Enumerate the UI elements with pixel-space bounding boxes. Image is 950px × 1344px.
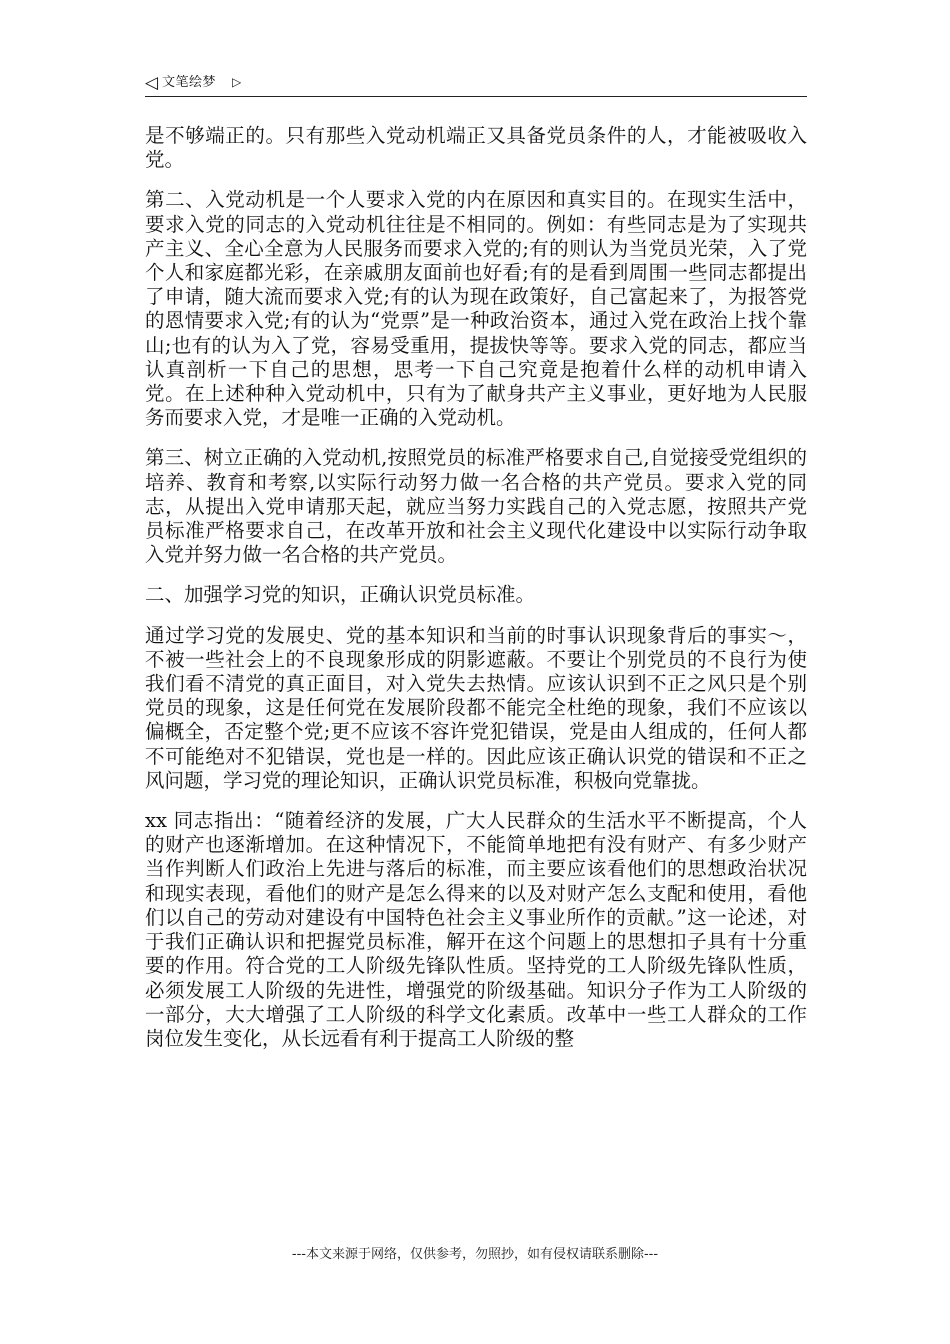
paragraph-motivation-third: 第三、树立正确的入党动机,按照党员的标准严格要求自己,自觉接受党组织的培养、教育和考察,以实际行动努力做一名合格的共产党员。要求入党的同志，从提出入党申请那天起，就应当努力实践自己的入党志愿，按照共产党员标准严格要求自己，在改革开放和社会主义现代化建设中以实际行动争取入党并努力做一名合格的共产党员。 [145, 446, 807, 567]
paragraph-continuation: 是不够端正的。只有那些入党动机端正又具备党员条件的人，才能被吸收入党。 [145, 124, 807, 172]
triangle-right-icon: ▷ [232, 75, 242, 89]
header-title: 文笔绘梦 [162, 75, 217, 90]
paragraph-quote: xx 同志指出：“随着经济的发展，广大人民群众的生活水平不断提高，个人的财产也逐渐增加。在这种情况下，不能简单地把有没有财产、有多少财产当作判断人们政治上先进与落后的标准，而主要应该看他们的思想政治状况和现实表现，看他们的财产是怎么得来的以及对财产怎么支配和使用，看他们以自己的劳动对建设有中国特色社会主义事业所作的贡献。”这一论述，对于我们正确认识和把握党员标准，解开在这个问题上的思想扣子具有十分重要的作用。符合党的工人阶级先锋队性质。坚持党的工人阶级先锋队性质，必须发展工人阶级的先进性，增强党的阶级基础。知识分子作为工人阶级的一部分，大大增强了工人阶级的科学文化素质。改革中一些工人群众的工作岗位发生变化，从长远看有利于提高工人阶级的整 [145, 809, 807, 1050]
footer-disclaimer: ---本文来源于网络，仅供参考，勿照抄，如有侵权请联系删除--- [291, 1247, 659, 1262]
document-body [145, 124, 807, 1051]
section-heading-two: 二、加强学习党的知识，正确认识党员标准。 [145, 583, 536, 607]
triangle-left-icon: ◁ [145, 73, 159, 93]
page-header [145, 72, 807, 97]
paragraph-learning: 通过学习党的发展史、党的基本知识和当前的时事认识现象背后的事实～，不被一些社会上的不良现象形成的阴影遮蔽。不要让个别党员的不良行为使我们看不清党的真正面目，对入党失去热情。应该认识到不正之风只是个别党员的现象，这是任何党在发展阶段都不能完全杜绝的现象，我们不应该以偏概全，否定整个党;更不应该不容许党犯错误，党是由人组成的，任何人都不可能绝对不犯错误，党也是一样的。因此应该正确认识党的错误和不正之风问题，学习党的理论知识，正确认识党员标准，积极向党靠拢。 [145, 623, 807, 792]
paragraph-motivation-second: 第二、入党动机是一个人要求入党的内在原因和真实目的。在现实生活中，要求入党的同志的入党动机往往是不相同的。例如：有些同志是为了实现共产主义、全心全意为人民服务而要求入党的;有的则认为当党员光荣，入了党个人和家庭都光彩，在亲戚朋友面前也好看;有的是看到周围一些同志都提出了申请，随大流而要求入党;有的认为现在政策好，自己富起来了，为报答党的恩情要求入党;有的认为“党票”是一种政治资本，通过入党在政治上找个靠山;也有的认为入了党，容易受重用，提拔快等等。要求入党的同志，都应当认真剖析一下自己的思想，思考一下自己究竟是抱着什么样的动机申请入党。在上述种种入党动机中，只有为了献身共产主义事业，更好地为人民服务而要求入党，才是唯一正确的入党动机。 [145, 188, 807, 430]
